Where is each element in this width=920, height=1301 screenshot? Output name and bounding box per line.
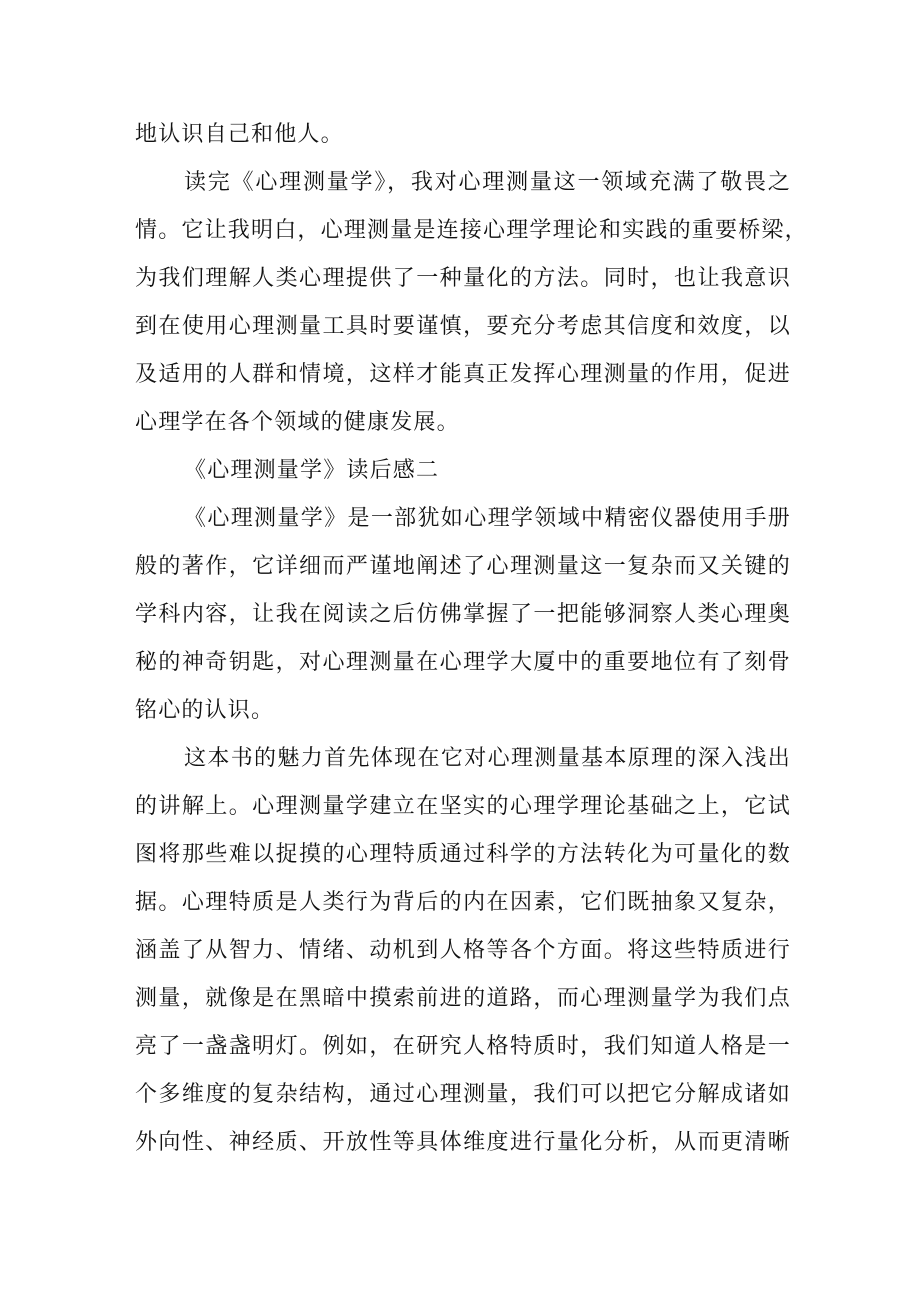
section-heading: 《心理测量学》读后感二 [184, 458, 440, 483]
paragraph-line: 个多维度的复杂结构，通过心理测量，我们可以把它分解成诸如 [135, 1082, 791, 1107]
paragraph-line: 这本书的魅力首先体现在它对心理测量基本原理的深入浅出 [184, 746, 791, 771]
paragraph-line: 到在使用心理测量工具时要谨慎，要充分考虑其信度和效度，以 [135, 314, 791, 339]
paragraph-line: 秘的神奇钥匙，对心理测量在心理学大厦中的重要地位有了刻骨 [135, 650, 791, 675]
paragraph-line: 情。它让我明白，心理测量是连接心理学理论和实践的重要桥梁， [135, 218, 808, 243]
paragraph-line: 亮了一盏盏明灯。例如，在研究人格特质时，我们知道人格是一 [135, 1034, 791, 1059]
paragraph-line: 般的著作，它详细而严谨地阐述了心理测量这一复杂而又关键的 [135, 554, 791, 579]
paragraph-line: 据。心理特质是人类行为背后的内在因素，它们既抽象又复杂， [135, 890, 791, 915]
paragraph-line: 测量，就像是在黑暗中摸索前进的道路，而心理测量学为我们点 [135, 986, 791, 1011]
paragraph-line: 图将那些难以捉摸的心理特质通过科学的方法转化为可量化的数 [135, 842, 791, 867]
paragraph-line: 地认识自己和他人。 [135, 122, 344, 147]
paragraph-line: 心理学在各个领域的健康发展。 [135, 410, 460, 435]
paragraph-line: 及适用的人群和情境，这样才能真正发挥心理测量的作用，促进 [135, 362, 791, 387]
paragraph-line: 铭心的认识。 [135, 698, 275, 723]
paragraph-line: 为我们理解人类心理提供了一种量化的方法。同时，也让我意识 [135, 266, 791, 291]
paragraph-line: 学科内容，让我在阅读之后仿佛掌握了一把能够洞察人类心理奥 [135, 602, 791, 627]
paragraph-line: 外向性、神经质、开放性等具体维度进行量化分析，从而更清晰 [135, 1130, 791, 1155]
paragraph-line: 的讲解上。心理测量学建立在坚实的心理学理论基础之上，它试 [135, 794, 791, 819]
paragraph-line: 涵盖了从智力、情绪、动机到人格等各个方面。将这些特质进行 [135, 938, 791, 963]
paragraph-line: 读完《心理测量学》，我对心理测量这一领域充满了敬畏之 [184, 170, 791, 195]
paragraph-line: 《心理测量学》是一部犹如心理学领域中精密仪器使用手册 [184, 506, 791, 531]
